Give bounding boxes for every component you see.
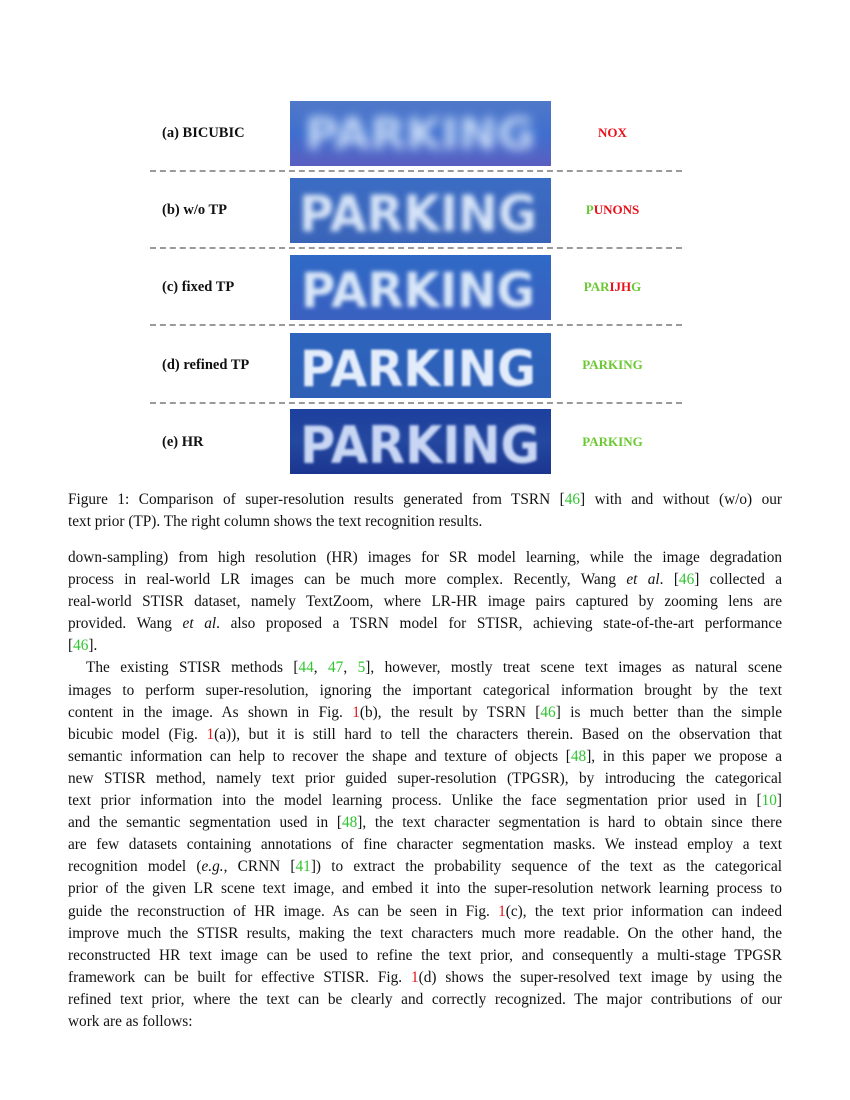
- paragraph-line: reconstructed HR text image can be used to refine the text prior, and consequently a multi-stage TPGSR: [68, 946, 782, 964]
- figure-row-without-tp: [0, 177, 850, 243]
- paragraph-line: new STISR method, namely text prior guided super-resolution (TPGSR), by introducing the categorical: [68, 769, 782, 787]
- paragraph-line: [68, 657, 782, 679]
- dashed-divider: [150, 170, 682, 172]
- paragraph-line: [68, 702, 782, 724]
- figure-ref-link[interactable]: 1: [206, 725, 215, 743]
- svg-text:PARKING: PARKING: [301, 263, 535, 319]
- text: ]: [776, 792, 782, 810]
- figure-caption: [68, 489, 782, 533]
- citation-link[interactable]: 5: [357, 659, 366, 677]
- citation-link[interactable]: 46: [540, 703, 556, 721]
- text: ]) to extract the probability sequence of the text as the categorical: [310, 858, 782, 876]
- result-correct-segment: PAR: [583, 279, 610, 294]
- svg-text:PARKING: PARKING: [299, 185, 537, 243]
- caption-line: [68, 489, 782, 511]
- result-wrong-segment: NOX: [598, 125, 627, 140]
- text: [: [68, 637, 74, 655]
- paragraph-line: work are as follows:: [68, 1012, 193, 1030]
- paragraph-line: [68, 901, 782, 923]
- text: (a)), but it is still hard to tell the characters therein. Based on the observation that: [214, 725, 782, 743]
- dashed-divider: [150, 324, 682, 326]
- body-text: [68, 547, 782, 1033]
- text: . also proposed a TSRN model for STISR, achieving state-of-the-art performance: [216, 615, 782, 633]
- result-wrong-segment: IJH: [609, 279, 632, 294]
- text: ,: [313, 659, 329, 677]
- result-wrong-segment: UNONS: [593, 202, 640, 217]
- text: ], the text character segmentation is hard to obtain since there: [357, 814, 783, 832]
- paragraph-line: down-sampling) from high resolution (HR) images for SR model learning, while the image degradation: [68, 549, 782, 566]
- row-label: (b) w/o TP: [162, 202, 227, 218]
- text: recognition model (: [68, 858, 202, 876]
- figure-row-refined-tp: [0, 332, 850, 398]
- recognition-result-hr: [560, 409, 665, 475]
- citation-link[interactable]: 48: [570, 747, 587, 765]
- text: provided. Wang: [68, 615, 183, 633]
- row-label: (e) HR: [162, 434, 204, 450]
- text: bicubic model (Fig.: [68, 725, 207, 743]
- text-italic: et al: [182, 615, 217, 633]
- caption-line: text prior (TP). The right column shows the text recognition results.: [68, 513, 483, 531]
- text: semantic information can help to recover the shape and texture of objects [: [68, 747, 571, 765]
- sr-image-bicubic: [290, 101, 551, 166]
- recognition-result-fixed-tp: [560, 254, 665, 320]
- text: The existing STISR methods [: [86, 659, 299, 677]
- paragraph-line: are few datasets containing annotations of fine character segmentation masks. We instead employ a text: [68, 836, 782, 854]
- svg-text:PARKING: PARKING: [300, 340, 536, 398]
- svg-text:PARKING: PARKING: [305, 109, 535, 160]
- text: ,: [343, 659, 358, 677]
- figure-row-hr: [0, 409, 850, 475]
- row-label: (c) fixed TP: [162, 279, 235, 295]
- sr-image-fixed-tp: [290, 255, 551, 320]
- figure-1: [0, 0, 850, 480]
- recognition-result-bicubic: [560, 100, 665, 166]
- text: guide the reconstruction of HR image. As can be seen in Fig.: [68, 902, 499, 920]
- paragraph-line: [68, 746, 782, 768]
- paragraph-line: [68, 790, 782, 812]
- dashed-divider: [150, 402, 682, 404]
- text: , CRNN [: [223, 858, 296, 876]
- text: process in real-world LR images can be much more complex. Recently, Wang: [68, 571, 627, 589]
- paragraph-line: images to perform super-resolution, ignoring the important categorical information brought by the text: [68, 681, 782, 699]
- citation-link[interactable]: 46: [73, 637, 89, 655]
- text-italic: et al: [626, 571, 660, 589]
- recognition-result-refined-tp: [560, 332, 665, 398]
- figure-ref-link[interactable]: 1: [410, 968, 419, 986]
- paragraph-line: real-world STISR dataset, namely TextZoom, where LR-HR image pairs captured by zooming lens are: [68, 593, 782, 611]
- sr-image-hr: [290, 409, 551, 474]
- text: ] is much better than the simple: [555, 703, 782, 721]
- text: Figure 1: Comparison of super-resolution results generated from TSRN [: [68, 491, 565, 508]
- paragraph-line: [68, 724, 782, 746]
- result-correct-segment: G: [631, 279, 642, 294]
- text: ], however, mostly treat scene text images as natural scene: [365, 659, 783, 677]
- sr-image-refined-tp: [290, 333, 551, 398]
- text: framework can be built for effective STISR. Fig.: [68, 968, 411, 986]
- text-italic: e.g.: [201, 858, 224, 876]
- result-correct-segment: PARKING: [582, 357, 643, 372]
- text: (d) shows the super-resolved text image by using the: [418, 968, 782, 986]
- sr-image-without-tp: [290, 178, 551, 243]
- figure-row-bicubic: [0, 100, 850, 166]
- paragraph-line: refined text prior, where the text can be clearly and correctly recognized. The major contributions of our: [68, 990, 782, 1008]
- paragraph-line: prior of the given LR scene text image, and embed it into the super-resolution network learning process to: [68, 880, 782, 898]
- paragraph-line: [68, 569, 782, 591]
- result-correct-segment: PARKING: [582, 434, 643, 449]
- paragraph-line: [68, 812, 782, 834]
- paragraph-line: [68, 856, 782, 878]
- figure-row-fixed-tp: [0, 254, 850, 320]
- citation-link[interactable]: 48: [341, 814, 358, 832]
- recognition-result-without-tp: [560, 177, 665, 243]
- text: (c), the text prior information can indeed: [505, 902, 782, 920]
- citation-link[interactable]: 46: [564, 491, 581, 508]
- text: ] collected a: [694, 571, 783, 589]
- figure-ref-link[interactable]: 1: [498, 902, 506, 920]
- citation-link[interactable]: 47: [328, 659, 344, 677]
- citation-link[interactable]: 41: [295, 858, 311, 876]
- citation-link[interactable]: 44: [298, 659, 314, 677]
- text: text prior information into the model learning process. Unlike the face segmentation prior used in [: [68, 792, 762, 810]
- text: content in the image. As shown in Fig.: [68, 703, 353, 721]
- text: (b), the result by TSRN [: [359, 703, 541, 721]
- paragraph-line: [68, 613, 782, 635]
- figure-ref-link[interactable]: 1: [352, 703, 360, 721]
- svg-text:PARKING: PARKING: [300, 416, 540, 474]
- text: . [: [659, 571, 679, 589]
- row-label: (d) refined TP: [162, 357, 250, 373]
- dashed-divider: [150, 247, 682, 249]
- paragraph-line: [68, 967, 782, 989]
- paragraph-line: [68, 635, 782, 657]
- row-label: (a) BICUBIC: [162, 125, 245, 141]
- citation-link[interactable]: 10: [761, 792, 777, 810]
- citation-link[interactable]: 46: [678, 571, 695, 589]
- text: ].: [88, 637, 98, 655]
- text: ] with and without (w/o) our: [580, 491, 782, 508]
- paragraph-line: improve much the STISR results, making the text characters much more readable. On the other hand, the: [68, 924, 782, 942]
- text: and the semantic segmentation used in [: [68, 814, 342, 832]
- result-correct-segment: P: [585, 202, 594, 217]
- text: ], in this paper we propose a: [586, 747, 782, 765]
